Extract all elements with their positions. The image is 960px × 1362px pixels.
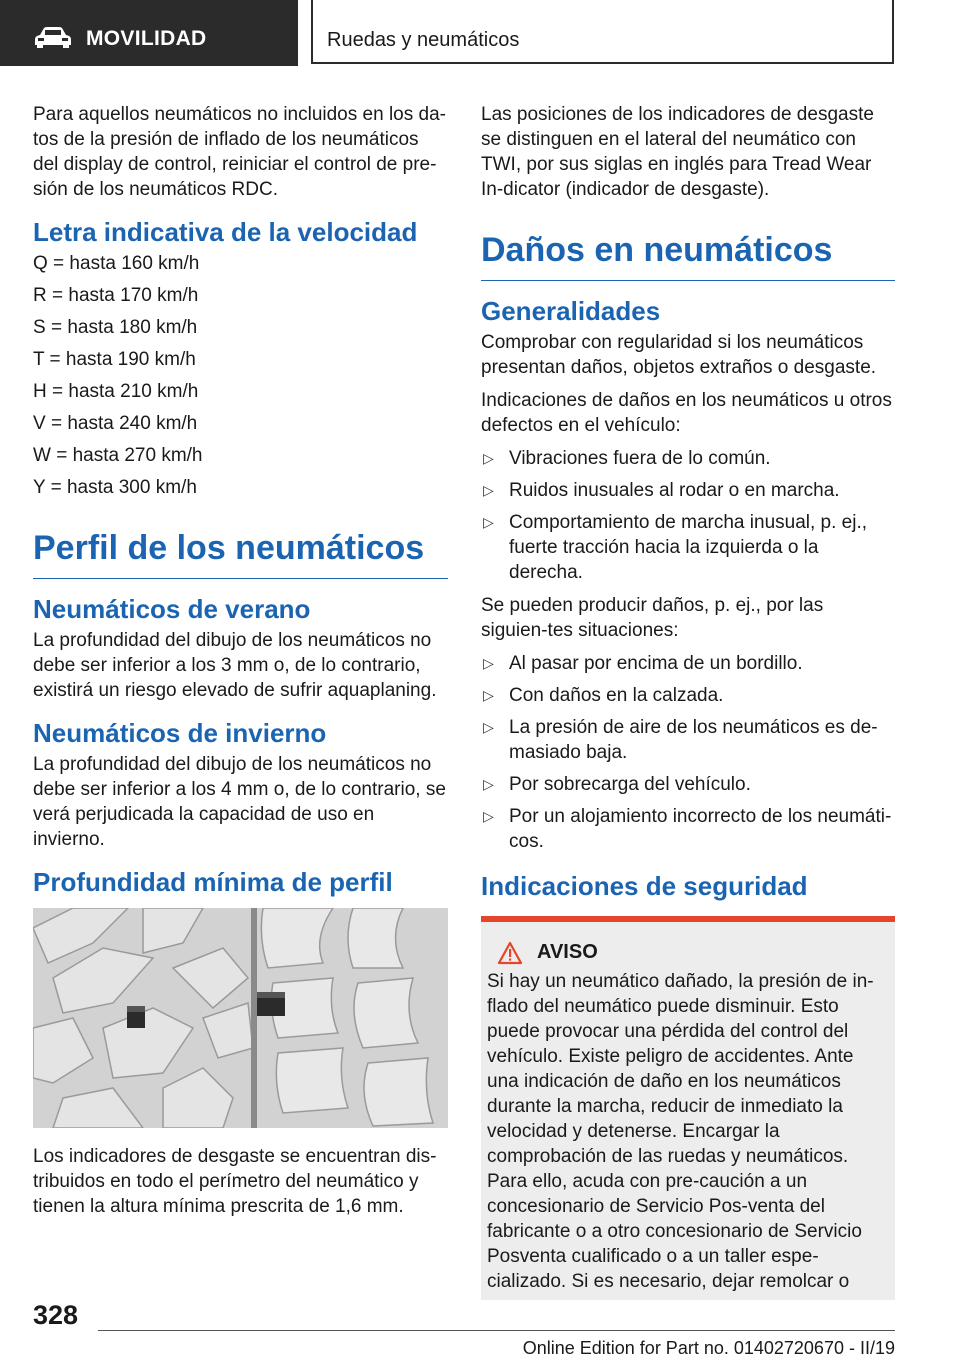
warning-triangle-icon bbox=[497, 941, 523, 965]
section-label: MOVILIDAD bbox=[86, 27, 207, 50]
speed-item: V = hasta 240 km/h bbox=[33, 413, 198, 434]
general-paragraph-1: Comprobar con regularidad si los neumáticos presentan daños, objetos extraños o desgaste. bbox=[481, 332, 877, 378]
right-column bbox=[481, 102, 895, 1300]
section-tab bbox=[0, 0, 298, 66]
intro-paragraph: Para aquellos neumáticos no incluidos en los da-tos de la presión de inflado de los neumáticos del display de control, reiniciar el control de pre-sión de los neumáticos RDC. bbox=[33, 104, 446, 200]
triangle-right-icon: ▷ bbox=[483, 808, 494, 824]
warning-box bbox=[481, 916, 895, 1300]
list-item: ▷ Por un alojamiento incorrecto de los neumáti-cos. bbox=[483, 806, 892, 852]
triangle-right-icon: ▷ bbox=[483, 450, 494, 466]
triangle-right-icon: ▷ bbox=[483, 719, 494, 735]
winter-paragraph: La profundidad del dibujo de los neumáticos no debe ser inferior a los 4 mm o, de lo contrario, se verá perjudicada la capacidad de uso en invierno. bbox=[33, 754, 446, 850]
general-heading: Generalidades bbox=[481, 296, 661, 326]
general-paragraph-2: Indicaciones de daños en los neumáticos u otros defectos en el vehículo: bbox=[481, 390, 892, 436]
tire-tread-illustration bbox=[33, 908, 448, 1128]
list-item: ▷ Por sobrecarga del vehículo. bbox=[483, 774, 751, 795]
speed-heading: Letra indicativa de la velocidad bbox=[33, 217, 418, 247]
list-item: ▷ Vibraciones fuera de lo común. bbox=[483, 448, 771, 469]
summer-paragraph: La profundidad del dibujo de los neumáticos no debe ser inferior a los 3 mm o, de lo contrario, existirá un riesgo elevado de sufrir aquaplaning. bbox=[33, 630, 437, 701]
safety-heading: Indicaciones de seguridad bbox=[481, 871, 808, 901]
indications-list bbox=[481, 446, 895, 585]
damage-title: Daños en neumáticos bbox=[481, 230, 895, 281]
speed-item: W = hasta 270 km/h bbox=[33, 445, 203, 466]
list-item: ▷ Con daños en la calzada. bbox=[483, 685, 724, 706]
situations-intro: Se pueden producir daños, p. ej., por las siguien-tes situaciones: bbox=[481, 595, 824, 641]
speed-item: S = hasta 180 km/h bbox=[33, 317, 198, 338]
triangle-right-icon: ▷ bbox=[483, 776, 494, 792]
list-item: ▷ Ruidos inusuales al rodar o en marcha. bbox=[483, 480, 840, 501]
left-column bbox=[33, 102, 448, 1227]
footer-divider bbox=[98, 1330, 895, 1331]
edition-footer: Online Edition for Part no. 01402720670 - II/19 bbox=[522, 1338, 895, 1358]
twi-paragraph: Las posiciones de los indicadores de desgaste se distinguen en el lateral del neumático con TWI, por sus siglas en inglés para Tread Wear In-dicator (indicador de desgaste). bbox=[481, 104, 874, 200]
triangle-right-icon: ▷ bbox=[483, 655, 494, 671]
speed-item: Q = hasta 160 km/h bbox=[33, 253, 200, 274]
min-depth-heading: Profundidad mínima de perfil bbox=[33, 867, 393, 897]
triangle-right-icon: ▷ bbox=[483, 687, 494, 703]
speed-list bbox=[33, 251, 448, 500]
wear-indicator-caption: Los indicadores de desgaste se encuentran dis-tribuidos en todo el perímetro del neumático y tienen la altura mínima prescrita de 1,6 mm. bbox=[33, 1146, 437, 1217]
list-item: ▷ La presión de aire de los neumáticos es de-masiado baja. bbox=[483, 717, 878, 763]
page-header bbox=[0, 0, 960, 68]
chapter-tab bbox=[311, 0, 894, 64]
chapter-label: Ruedas y neumáticos bbox=[327, 29, 520, 51]
profile-title: Perfil de los neumáticos bbox=[33, 528, 448, 579]
warning-text: Si hay un neumático dañado, la presión de in-flado del neumático puede disminuir. Esto puede provocar una pérdida del control del vehículo. Existe peligro de accidentes. Ante una indicación de daño en los neumáticos durante la marcha, reducir de inmediato la velocidad y detenerse. Encargar la comprobación de las ruedas y neumáticos. Para ello, acuda con pre-caución a un concesionario de Servicio Pos-venta del fabricante o a otro concesionario de Servicio Posventa cualificado o a un taller espe-cializado. Si es necesario, dejar remolcar o bbox=[487, 971, 874, 1292]
triangle-right-icon: ▷ bbox=[483, 514, 494, 530]
warning-title: AVISO bbox=[537, 941, 598, 963]
car-icon bbox=[34, 26, 72, 48]
speed-item: T = hasta 190 km/h bbox=[33, 349, 196, 370]
summer-heading: Neumáticos de verano bbox=[33, 594, 311, 624]
winter-heading: Neumáticos de invierno bbox=[33, 718, 327, 748]
triangle-right-icon: ▷ bbox=[483, 482, 494, 498]
situations-list bbox=[481, 651, 895, 854]
speed-item: R = hasta 170 km/h bbox=[33, 285, 199, 306]
page-number: 328 bbox=[33, 1300, 79, 1330]
list-item: ▷ Comportamiento de marcha inusual, p. ej., fuerte tracción hacia la izquierda o la derecha. bbox=[483, 512, 868, 583]
warning-header bbox=[487, 940, 889, 965]
speed-item: Y = hasta 300 km/h bbox=[33, 477, 197, 498]
speed-item: H = hasta 210 km/h bbox=[33, 381, 199, 402]
list-item: ▷ Al pasar por encima de un bordillo. bbox=[483, 653, 803, 674]
